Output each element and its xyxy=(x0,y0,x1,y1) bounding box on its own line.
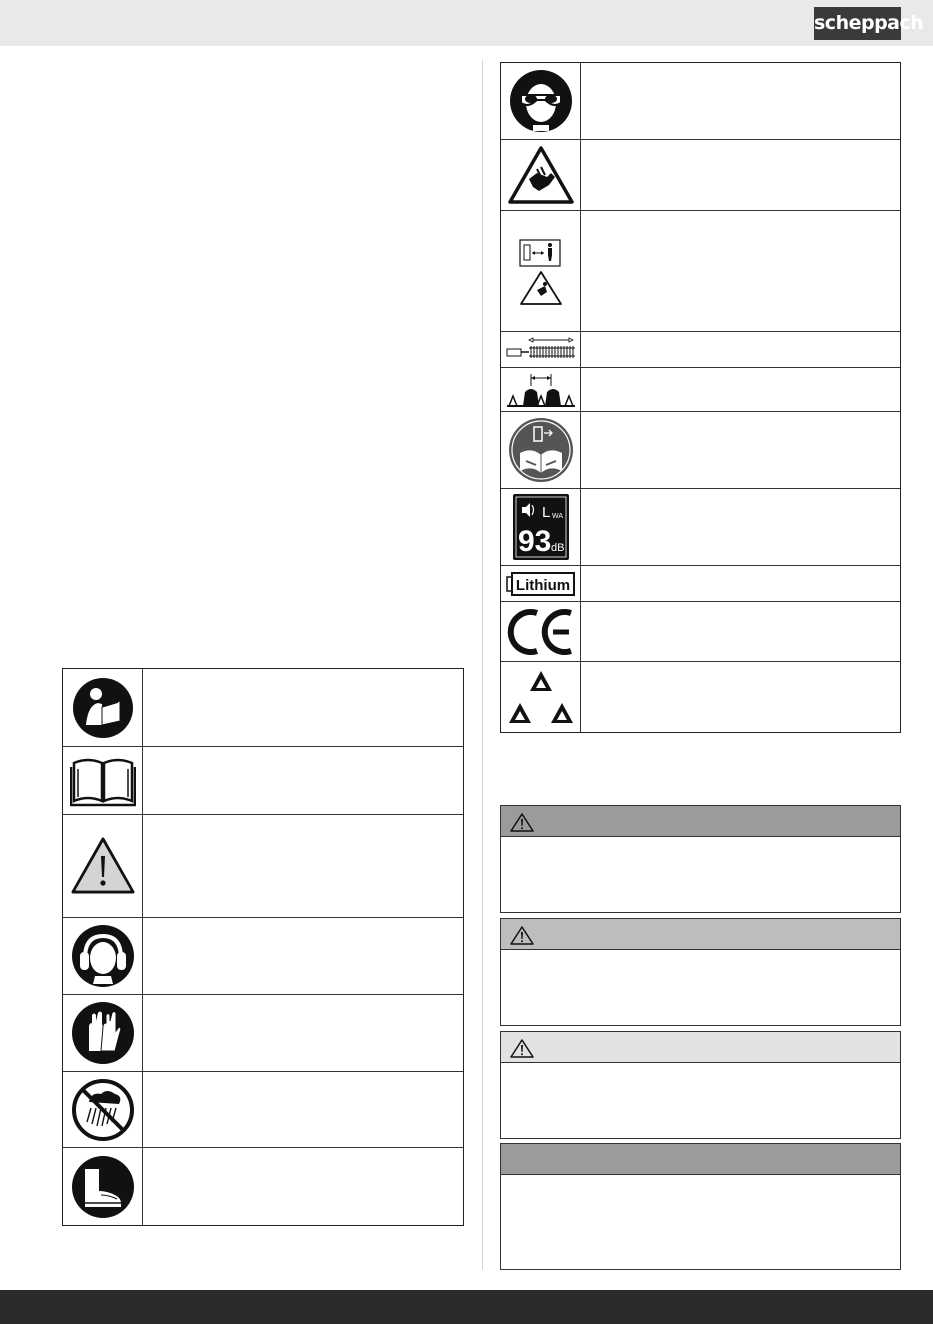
ear-protection-icon xyxy=(63,918,143,994)
left-symbol-table xyxy=(62,668,464,1226)
blade-length-icon xyxy=(501,332,581,367)
sound-power-icon xyxy=(501,489,581,565)
no-rain-icon xyxy=(63,1072,143,1147)
footer-bar xyxy=(0,1290,933,1324)
column-divider xyxy=(482,60,483,1270)
read-manual-icon xyxy=(63,669,143,746)
recycling-triangles-icon xyxy=(501,662,581,732)
symbol-row xyxy=(501,332,900,368)
symbol-row xyxy=(63,815,463,918)
warning-notice-box xyxy=(500,918,901,1026)
caution-notice-box xyxy=(500,1031,901,1139)
protective-gloves-icon xyxy=(63,995,143,1071)
eye-protection-icon xyxy=(501,63,581,139)
warning-triangle-icon xyxy=(509,925,535,946)
symbol-row xyxy=(501,602,900,662)
sound-label: L xyxy=(541,504,550,521)
battery-label: Lithium xyxy=(515,576,570,594)
symbol-row xyxy=(63,747,463,815)
symbol-row xyxy=(63,669,463,747)
safety-boots-icon xyxy=(63,1148,143,1225)
header-bar xyxy=(0,0,933,46)
symbol-row xyxy=(63,995,463,1072)
symbol-row xyxy=(501,489,900,566)
symbol-row xyxy=(63,1148,463,1225)
cutting-hazard-icon xyxy=(501,140,581,210)
sound-unit: dB xyxy=(550,542,564,554)
symbol-row xyxy=(501,63,900,140)
symbol-row xyxy=(501,368,900,412)
open-book-icon xyxy=(63,747,143,814)
warning-triangle-icon xyxy=(509,1038,535,1059)
warning-triangle-icon xyxy=(63,815,143,917)
symbol-row xyxy=(501,412,900,489)
notice-header xyxy=(501,1032,900,1063)
danger-notice-box xyxy=(500,805,901,913)
tooth-spacing-icon xyxy=(501,368,581,411)
ce-mark-icon xyxy=(501,602,581,661)
symbol-row xyxy=(501,140,900,211)
note-notice-box xyxy=(500,1143,901,1270)
symbol-row xyxy=(501,211,900,332)
notice-header xyxy=(501,919,900,950)
symbol-row xyxy=(501,566,900,602)
notice-header xyxy=(501,806,900,837)
maintenance-manual-icon xyxy=(501,412,581,488)
warning-triangle-icon xyxy=(509,812,535,833)
sound-sub-label: WA xyxy=(551,513,563,520)
symbol-row xyxy=(63,918,463,995)
brand-logo: scheppach xyxy=(814,7,901,40)
keep-distance-icon xyxy=(501,211,581,331)
symbol-row xyxy=(501,662,900,732)
symbol-row xyxy=(63,1072,463,1148)
notice-header xyxy=(501,1144,900,1175)
sound-value: 93 xyxy=(517,525,551,558)
right-symbol-table xyxy=(500,62,901,733)
lithium-battery-icon xyxy=(501,566,581,601)
